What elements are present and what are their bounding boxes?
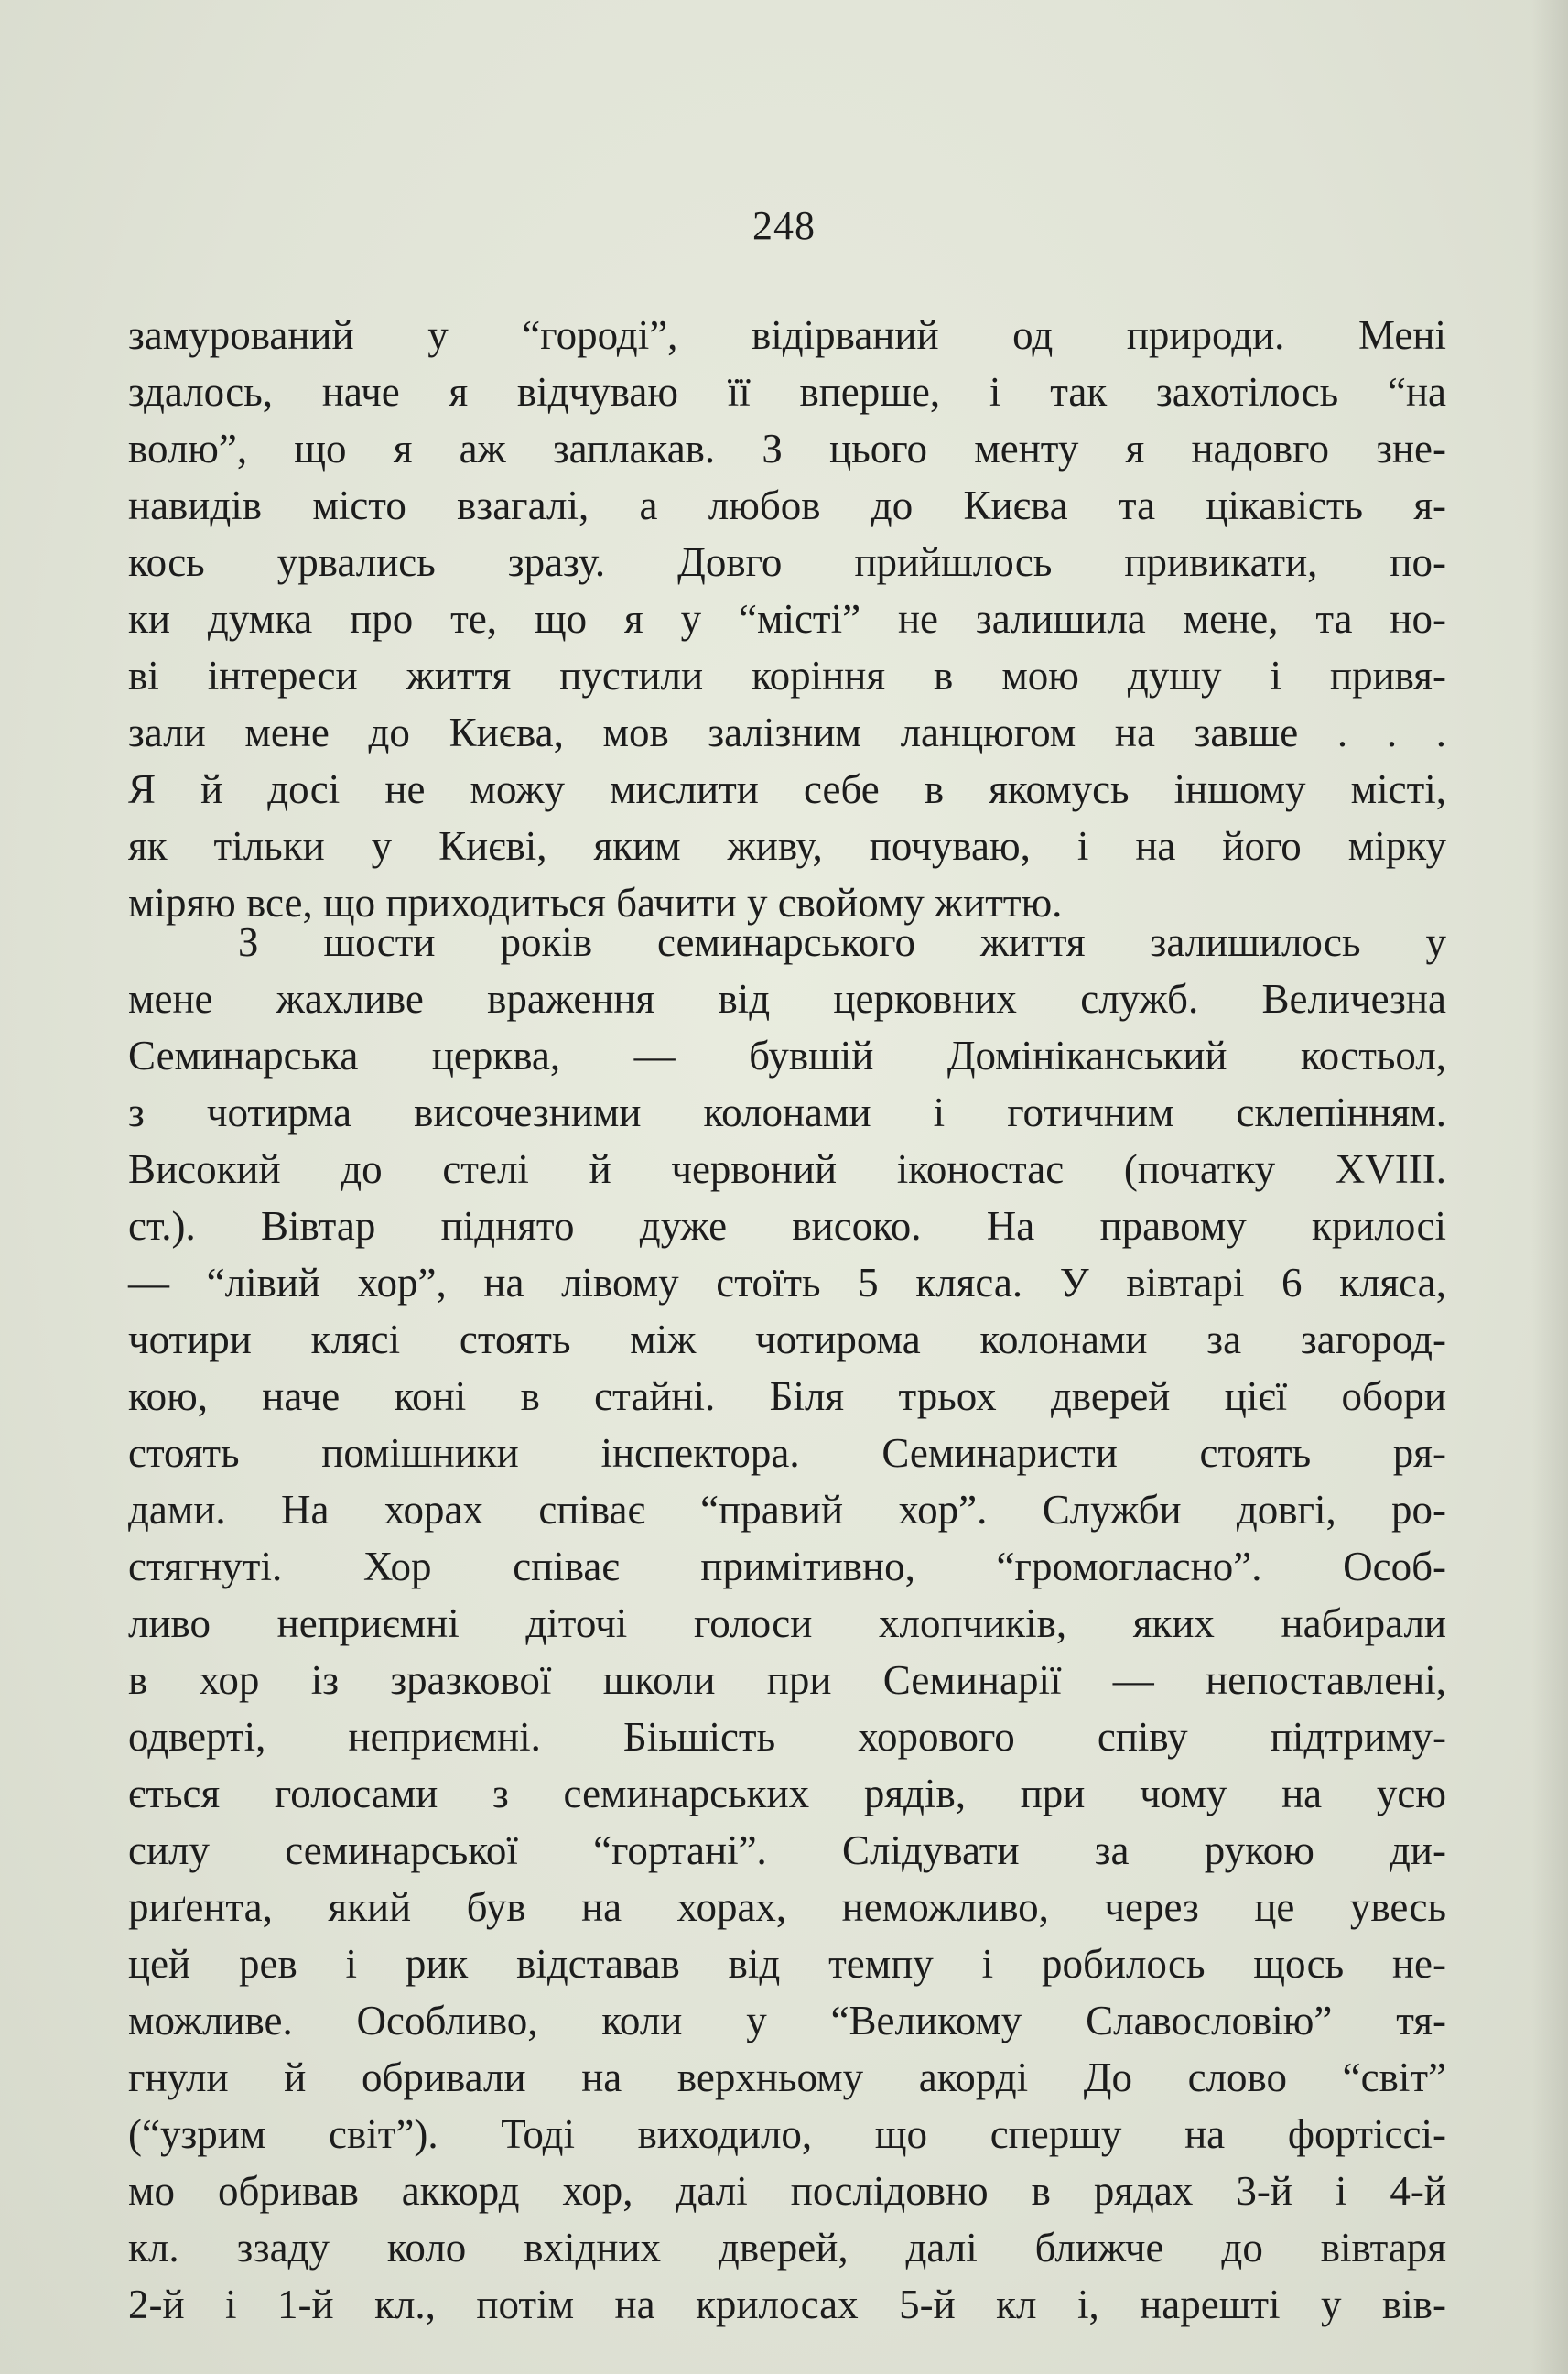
text-line: міряю все, що приходиться бачити у свойому життю. xyxy=(128,880,1063,926)
text-line: чотири клясі стоять між чотирома колонами за загород- xyxy=(128,1317,1446,1362)
text-line: гнули й обривали на верхньому акорді До слово “світ” xyxy=(128,2054,1446,2100)
text-line: волю”, що я аж заплакав. З цього менту я надовго зне- xyxy=(128,426,1446,472)
text-line: можливе. Особливо, коли у “Великому Славословію” тя- xyxy=(128,1998,1446,2043)
text-line: кою, наче коні в стайні. Біля трьох дверей цієї обори xyxy=(128,1373,1446,1419)
page-edge-shadow xyxy=(1531,0,1568,2374)
text-line: в хор із зразкової школи при Семинарії — непоставлені, xyxy=(128,1657,1446,1703)
text-line: кл. ззаду коло вхідних дверей, далі ближче до вівтаря xyxy=(128,2225,1446,2271)
text-line: риґента, який був на хорах, неможливо, через це увесь xyxy=(128,1884,1446,1930)
text-line: мо обривав аккорд хор, далі послідовно в рядах 3-й і 4-й xyxy=(128,2168,1446,2214)
text-line: 2-й і 1-й кл., потім на крилосах 5-й кл і, нарешті у вів- xyxy=(128,2282,1446,2327)
text-line: одверті, неприємні. Біьшість хорового співу підтриму- xyxy=(128,1714,1446,1760)
page-number: 248 xyxy=(752,203,816,248)
text-line: силу семинарської “гортані”. Слідувати за рукою ди- xyxy=(128,1827,1446,1873)
text-line: ється голосами з семинарських рядів, при чому на усю xyxy=(128,1771,1446,1816)
text-line: ст.). Вівтар піднято дуже високо. На правому крилосі xyxy=(128,1203,1446,1249)
text-line: (“узрим світ”). Тоді виходило, що спершу на фортіссі- xyxy=(128,2111,1446,2157)
text-line: ливо неприємні діточі голоси хлопчиків, яких набирали xyxy=(128,1600,1446,1646)
text-line: мене жахливе враження від церковних служб. Величезна xyxy=(128,976,1446,1022)
text-line: З шости років семинарського життя залишилось у xyxy=(238,919,1446,965)
text-line: замурований у “городі”, відірваний од природи. Мені xyxy=(128,312,1446,358)
text-line: Я й досі не можу мислити себе в якомусь іншому місті, xyxy=(128,766,1446,812)
paragraph-2 xyxy=(128,914,1446,2333)
text-line: стоять помішники інспектора. Семинаристи стоять ря- xyxy=(128,1430,1446,1476)
text-line: з чотирма височезними колонами і готичним склепінням. xyxy=(128,1089,1446,1135)
text-line: ві інтереси життя пустили коріння в мою душу і привя- xyxy=(128,653,1446,699)
text-line: ки думка про те, що я у “місті” не залишила мене, та но- xyxy=(128,596,1446,642)
text-line: Семинарська церква, — бувшій Домініканський костьол, xyxy=(128,1033,1446,1079)
text-line: здалось, наче я відчуваю її вперше, і так захотілось “на xyxy=(128,369,1446,415)
text-line: навидів місто взагалі, а любов до Києва та цікавість я- xyxy=(128,482,1446,528)
text-line: Високий до стелі й червоний іконостас (початку XVIII. xyxy=(128,1146,1446,1192)
text-line: кось урвались зразу. Довго прийшлось привикати, по- xyxy=(128,539,1446,585)
text-line: як тільки у Києві, яким живу, почуваю, і на його мірку xyxy=(128,823,1446,869)
paragraph-1 xyxy=(128,307,1446,931)
text-line: — “лівий хор”, на лівому стоїть 5 кляса. У вівтарі 6 кляса, xyxy=(128,1260,1446,1306)
text-line: зали мене до Києва, мов залізним ланцюгом на завше . . . xyxy=(128,710,1446,755)
text-line: цей рев і рик відставав від темпу і робилось щось не- xyxy=(128,1941,1446,1987)
text-line: стягнуті. Хор співає примітивно, “громогласно”. Особ- xyxy=(128,1544,1446,1589)
text-line: дами. На хорах співає “правий хор”. Служби довгі, ро- xyxy=(128,1487,1446,1533)
